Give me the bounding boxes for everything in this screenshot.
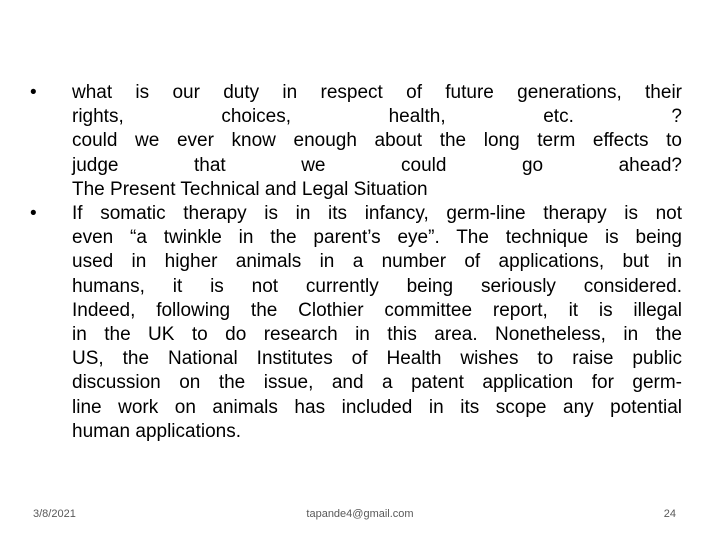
bullet-line: used in higher animals in a number of applications, but in bbox=[72, 251, 682, 273]
bullet-dot-icon: • bbox=[30, 203, 37, 225]
bullet-line: even “a twinkle in the parent’s eye”. The technique is being bbox=[72, 227, 682, 249]
bullet-line: US, the National Institutes of Health wishes to raise public bbox=[72, 348, 682, 370]
bullet-line: Indeed, following the Clothier committee report, it is illegal bbox=[72, 299, 682, 321]
bullet-line: rights, choices, health, etc. ? bbox=[72, 106, 682, 128]
bullet-line: what is our duty in respect of future generations, their bbox=[72, 82, 682, 103]
footer-date: 3/8/2021 bbox=[33, 508, 76, 520]
footer-page-number: 24 bbox=[663, 508, 676, 520]
bullet-item bbox=[30, 202, 682, 444]
bullet-item bbox=[30, 81, 682, 202]
bullet-line: human applications. bbox=[72, 420, 241, 442]
bullet-line: The Present Technical and Legal Situation bbox=[72, 178, 428, 200]
bullet-dot-icon: • bbox=[30, 82, 37, 103]
bullet-line: could we ever know enough about the long term effects to bbox=[72, 130, 682, 152]
bullet-line: If somatic therapy is in its infancy, germ-line therapy is not bbox=[72, 203, 682, 225]
bullet-line: line work on animals has included in its scope any potential bbox=[72, 396, 682, 418]
footer-email: tapande4@gmail.com bbox=[306, 508, 414, 520]
bullet-line: in the UK to do research in this area. Nonetheless, in the bbox=[72, 324, 682, 346]
bullet-line: humans, it is not currently being seriously considered. bbox=[72, 275, 682, 297]
bullet-line: discussion on the issue, and a patent application for germ- bbox=[72, 372, 682, 394]
bullet-line: judge that we could go ahead? bbox=[72, 154, 682, 176]
bullet-list bbox=[30, 81, 682, 444]
